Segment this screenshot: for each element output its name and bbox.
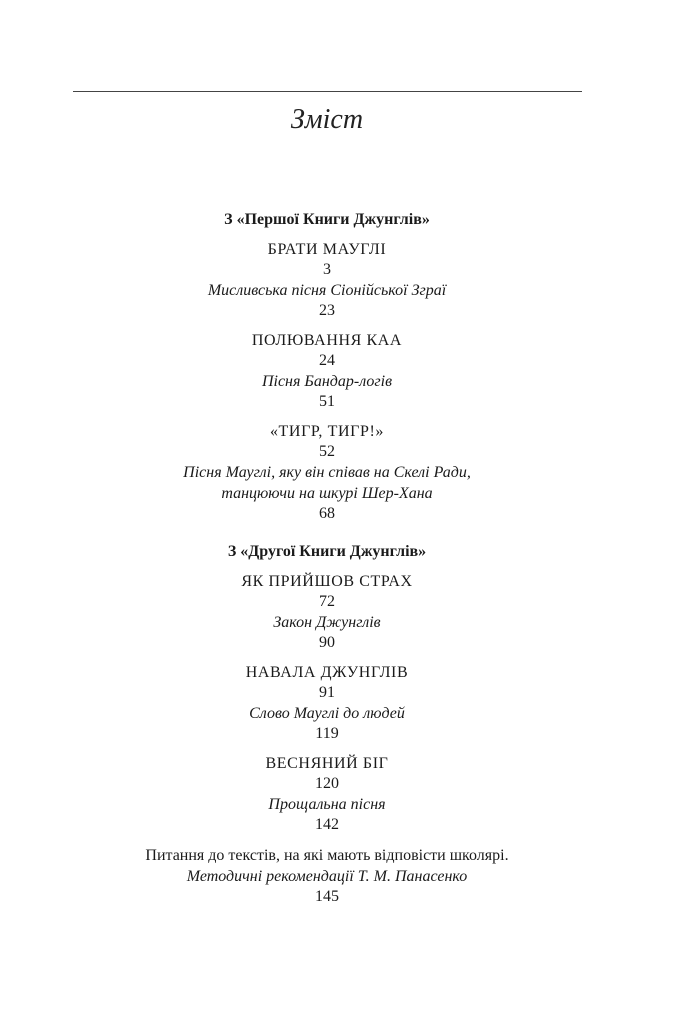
story-title: ЯК ПРИЙШОВ СТРАХ: [241, 573, 413, 590]
toc-entry-appendix: [0, 845, 654, 907]
poem-page: 119: [315, 725, 339, 742]
story-title: ПОЛЮВАННЯ КАА: [251, 332, 403, 349]
toc-entry-letting-in-jungle: [0, 662, 654, 744]
toc-entry-how-fear-came: [0, 571, 654, 653]
toc-entry-kaa-hunting: [0, 330, 654, 412]
poem-page: 23: [319, 302, 335, 319]
story-page: 52: [319, 443, 335, 460]
toc-entry-spring-running: [0, 753, 654, 835]
poem-title-line-2: танцюючи на шкурі Шер-Хана: [221, 485, 433, 502]
poem-page: 51: [319, 393, 335, 410]
story-page: 3: [323, 261, 331, 278]
story-page: 91: [319, 684, 335, 701]
story-page: 120: [315, 775, 339, 792]
poem-page: 142: [315, 816, 339, 833]
poem-title: Прощальна пісня: [268, 796, 386, 813]
section-heading-first-book: З «Першої Книги Джунглів»: [224, 211, 430, 228]
table-of-contents: [0, 209, 654, 907]
section-heading-second-book: З «Другої Книги Джунглів»: [227, 543, 427, 560]
poem-title: Слово Мауглі до людей: [249, 705, 405, 722]
story-title: НАВАЛА ДЖУНГЛІВ: [245, 664, 409, 681]
story-title: БРАТИ МАУГЛІ: [267, 241, 387, 258]
toc-entry-tiger-tiger: [0, 421, 654, 524]
story-page: 72: [319, 593, 335, 610]
appendix-author: Методичні рекомендації Т. М. Панасенко: [186, 868, 468, 885]
appendix-title: Питання до текстів, на які мають відповісти школярі.: [145, 847, 509, 864]
poem-title-line-1: Пісня Мауглі, яку він співав на Скелі Ради,: [183, 464, 471, 481]
page-title: Зміст: [290, 104, 364, 135]
story-page: 24: [319, 352, 335, 369]
poem-page: 90: [319, 634, 335, 651]
poem-title: Пісня Бандар-логів: [261, 373, 393, 390]
poem-title: Мисливська пісня Сіонійської Зграї: [207, 282, 447, 299]
story-title: «ТИГР, ТИГР!»: [269, 423, 385, 440]
story-title: ВЕСНЯНИЙ БІГ: [265, 755, 389, 772]
top-rule: [73, 91, 582, 92]
appendix-page: 145: [315, 888, 339, 905]
toc-entry-brothers-mowgli: [0, 239, 654, 321]
poem-title: Закон Джунглів: [273, 614, 381, 631]
poem-page: 68: [319, 505, 335, 522]
